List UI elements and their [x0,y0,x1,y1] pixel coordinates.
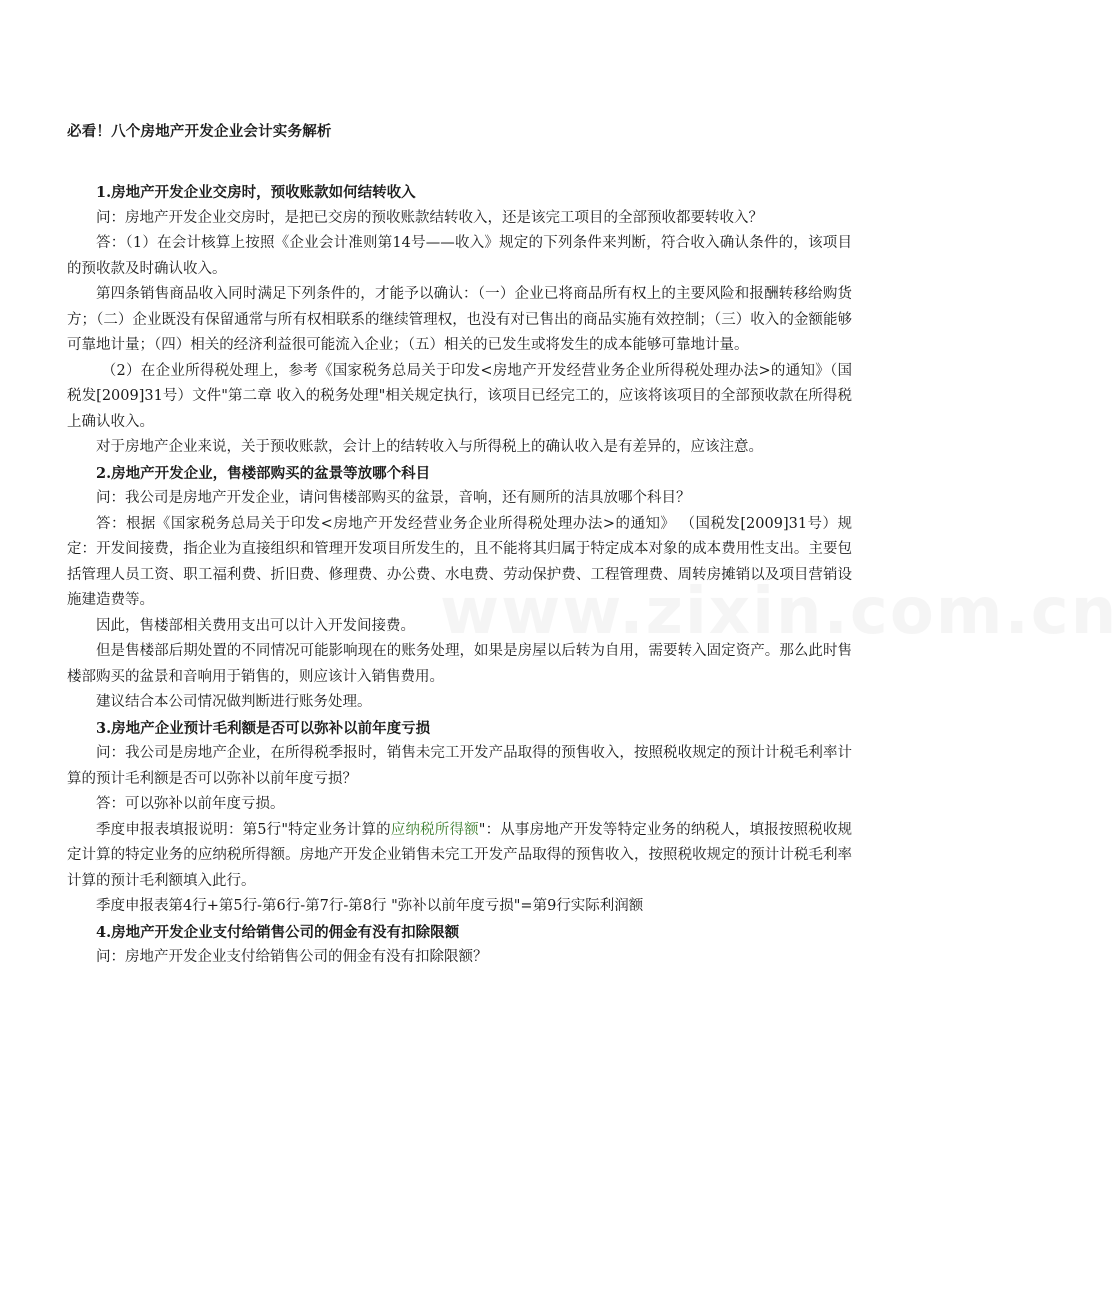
paragraph: 答：根据《国家税务总局关于印发<房地产开发经营业务企业所得税处理办法>的通知》 （国税发[2009]31号）规定：开发间接费，指企业为直接组织和管理开发项目所发生的，且不能将其归属于特定成本对象的成本费用性支出。主要包括管理人员工资、职工福利费、折旧费、修理费、办公费、水电费、劳动保护费、工程管理费、周转房摊销以及项目营销设施建造费等。 [67,515,852,608]
paragraph: 季度申报表第4行+第5行-第6行-第7行-第8行 "弥补以前年度亏损"=第9行实际利润额 [96,898,644,914]
paragraph: 因此，售楼部相关费用支出可以计入开发间接费。 [96,617,415,634]
paragraph: （2）在企业所得税处理上，参考《国家税务总局关于印发<房地产开发经营业务企业所得税处理办法>的通知》（国税发[2009]31号）文件"第二章 收入的税务处理"相关规定执行，该项目已经完工的，应该将该项目的全部预收款在所得税上确认收入。 [67,362,852,430]
section-heading: 2.房地产开发企业，售楼部购买的盆景等放哪个科目 [96,464,431,482]
section-heading: 3.房地产企业预计毛利额是否可以弥补以前年度亏损 [96,719,431,737]
paragraph-text: 季度申报表填报说明：第5行"特定业务计算的 [96,821,391,838]
paragraph: 答：（1）在会计核算上按照《企业会计准则第14号——收入》规定的下列条件来判断，符合收入确认条件的，该项目的预收款及时确认收入。 [67,235,852,277]
section-heading: 4.房地产开发企业支付给销售公司的佣金有没有扣除限额 [96,923,460,941]
paragraph: 建议结合本公司情况做判断进行账务处理。 [96,694,372,710]
paragraph: 对于房地产企业来说，关于预收账款，会计上的结转收入与所得税上的确认收入是有差异的，应该注意。 [96,439,763,455]
highlighted-link-text[interactable]: 应纳税所得额 [390,821,479,838]
paragraph: 问：我公司是房地产开发企业，请问售楼部购买的盆景，音响，还有厕所的洁具放哪个科目？ [96,490,691,506]
section-heading: 1.房地产开发企业交房时，预收账款如何结转收入 [96,184,416,201]
document-title: 必看！八个房地产开发企业会计实务解析 [67,123,332,140]
paragraph: 问：我公司是房地产企业，在所得税季报时，销售未完工开发产品取得的预售收入，按照税收规定的预计计税毛利率计算的预计毛利额是否可以弥补以前年度亏损？ [67,745,852,787]
paragraph: 第四条销售商品收入同时满足下列条件的，才能予以确认：（一）企业已将商品所有权上的主要风险和报酬转移给购货方；（二）企业既没有保留通常与所有权相联系的继续管理权，也没有对已售出的商品实施有效控制；（三）收入的金额能够可靠地计量；（四）相关的经济利益很可能流入企业；（五）相关的已发生或将发生的成本能够可靠地计量。 [67,286,852,353]
paragraph-text: "：从事房地产开发等特定业务的纳税人，填报按照税收规定计算的特定业务的应纳税所得额。房地产开发企业销售未完工开发产品取得的预售收入，按照税收规定的预计计税毛利率计算的预计毛利额填入此行。 [67,821,852,889]
paragraph: 但是售楼部后期处置的不同情况可能影响现在的账务处理，如果是房屋以后转为自用，需要转入固定资产。那么此时售楼部购买的盆景和音响用于销售的，则应该计入销售费用。 [67,643,852,685]
paragraph [67,818,852,895]
document-body [67,180,852,971]
paragraph: 答：可以弥补以前年度亏损。 [96,796,285,812]
paragraph: 问：房地产开发企业交房时，是把已交房的预收账款结转收入，还是该完工项目的全部预收都要转收入？ [96,209,763,226]
paragraph: 问：房地产开发企业支付给销售公司的佣金有没有扣除限额？ [96,949,488,965]
watermark: www.zixin.com.cn [440,575,1118,649]
